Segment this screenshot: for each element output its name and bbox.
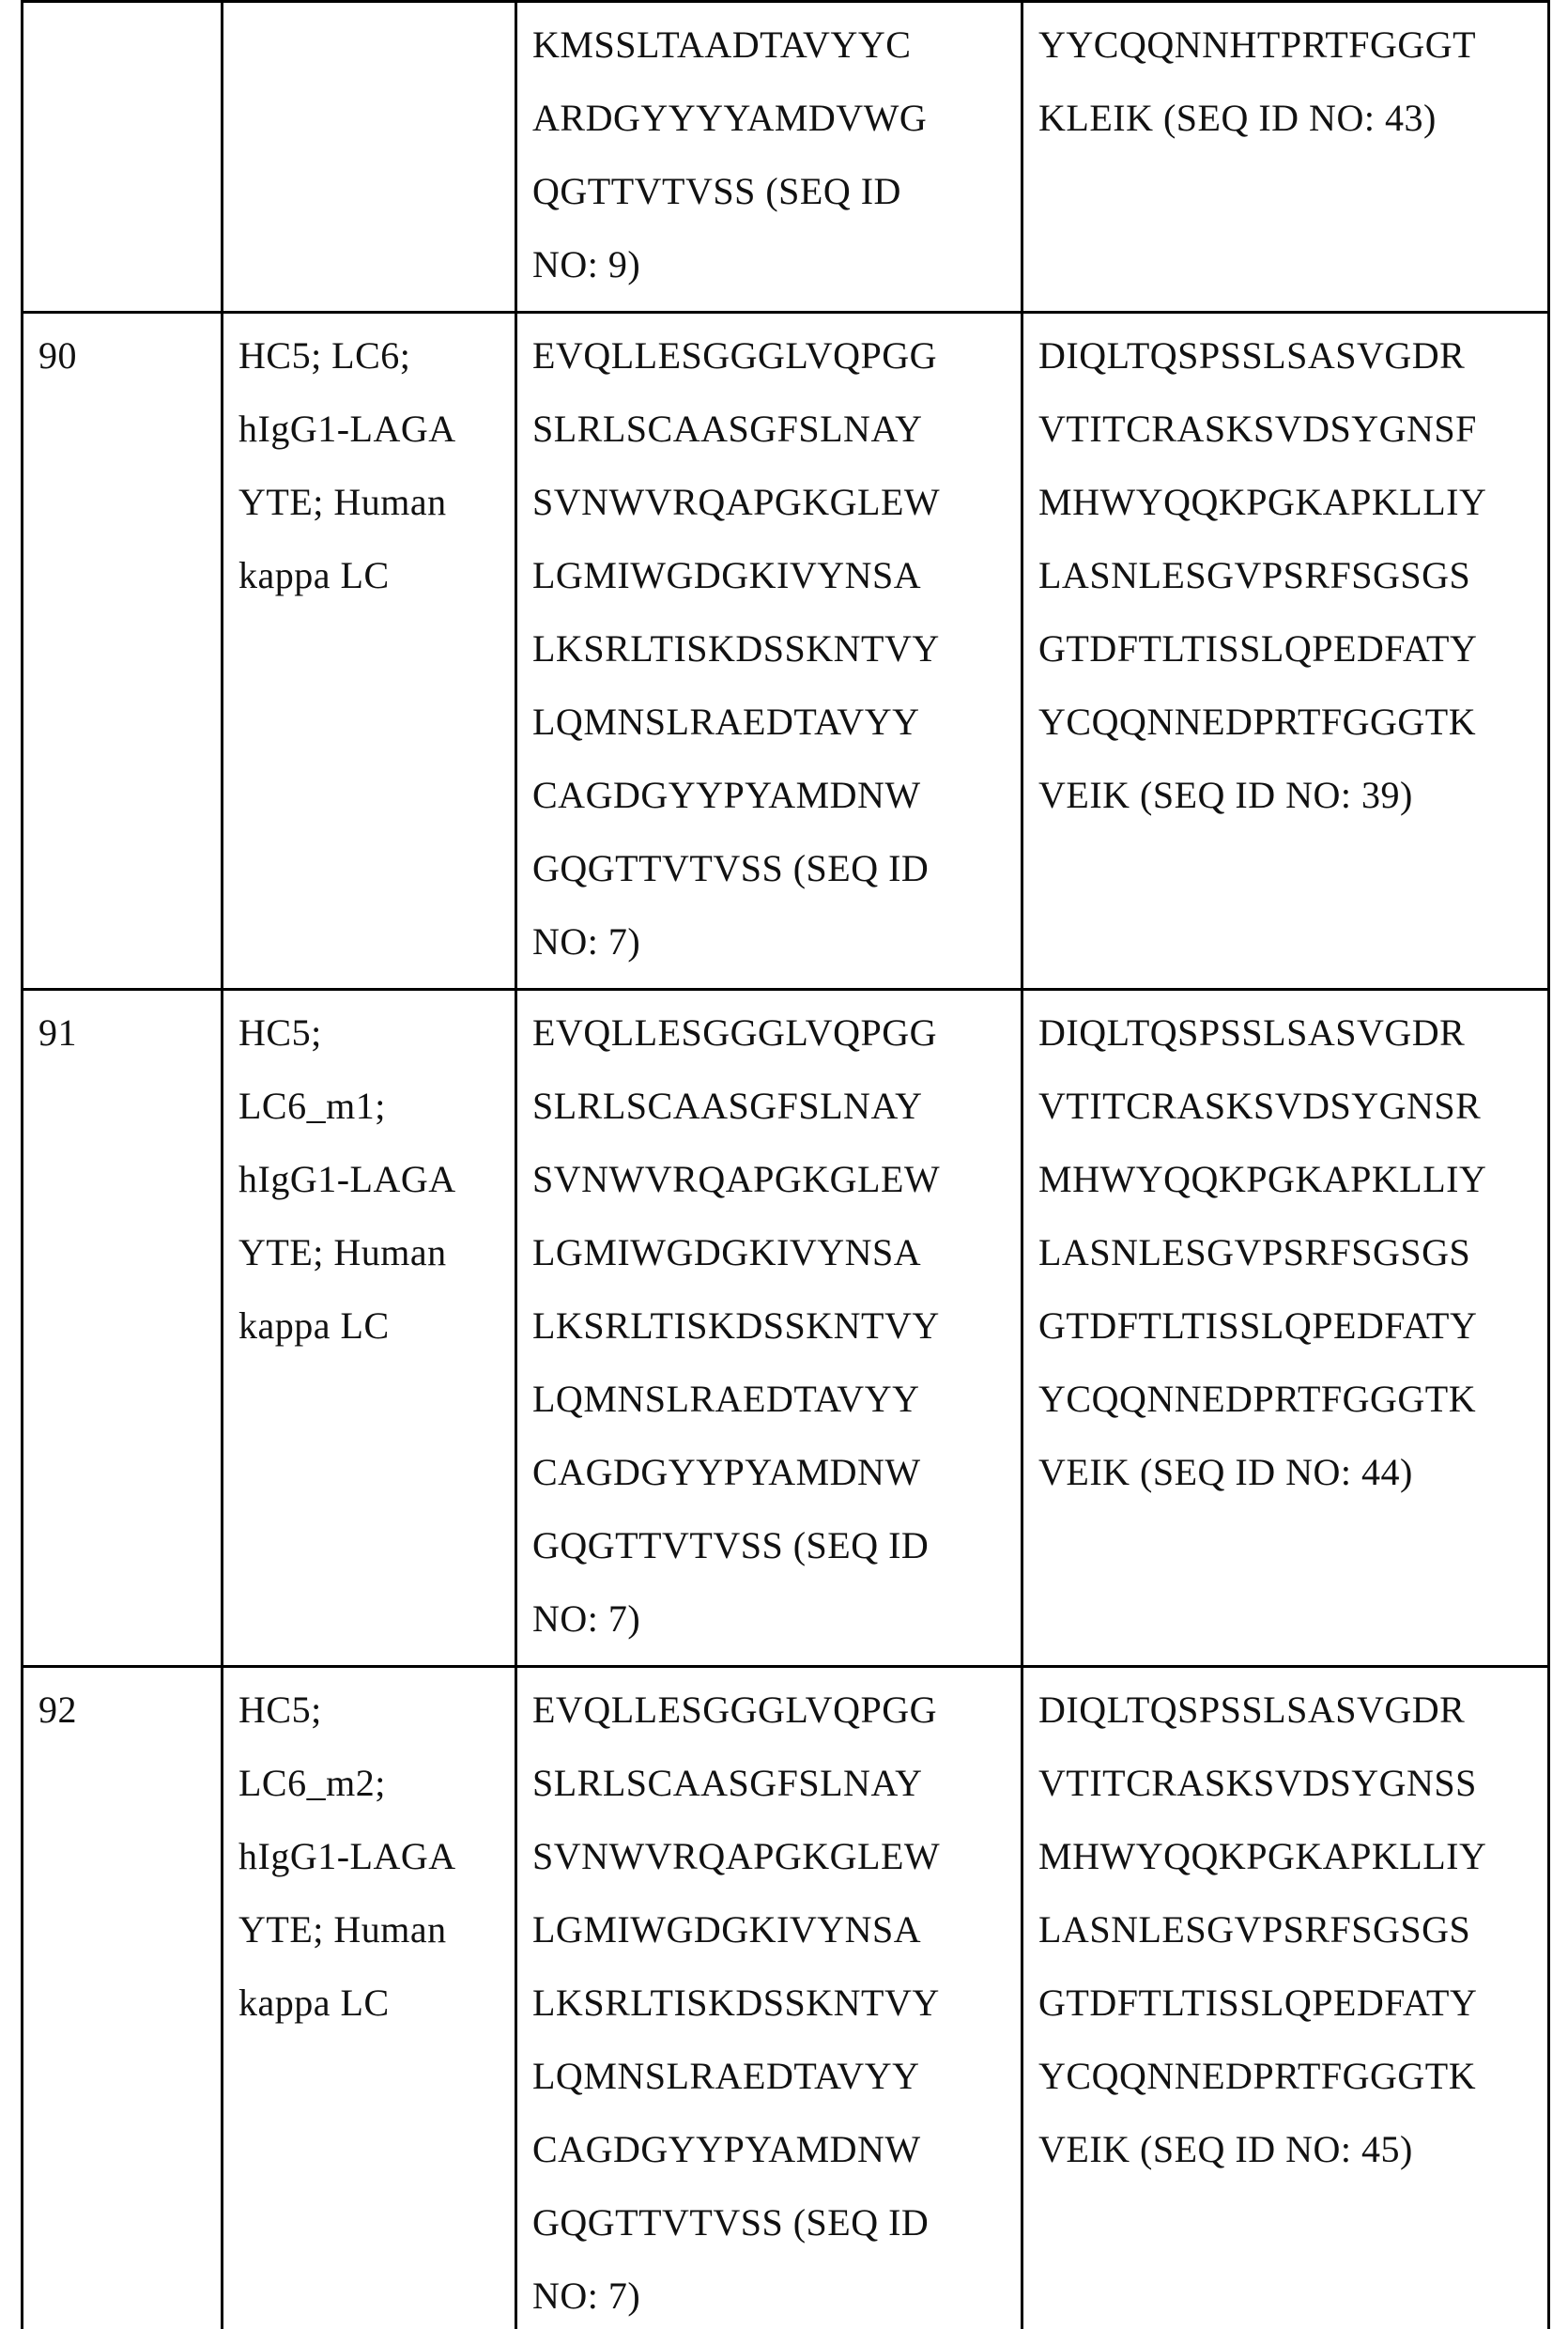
heavy-chain-sequence-cell: EVQLLESGGGLVQPGG SLRLSCAASGFSLNAY SVNWVRQAPGKGLEW LGMIWGDGKIVYNSA LKSRLTISKDSSKNTVY LQMNSLRAEDTAVYY CAGDGYYPYAMDNW GQGTTVTVSS (SEQ ID NO: 7) bbox=[516, 1667, 1022, 2329]
row-number-cell: 90 bbox=[23, 313, 223, 990]
row-number-cell: 92 bbox=[23, 1667, 223, 2329]
sequence-table bbox=[21, 0, 1550, 2329]
antibody-description-cell: HC5; LC6; hIgG1-LAGA YTE; Human kappa LC bbox=[223, 313, 516, 990]
heavy-chain-sequence-cell: EVQLLESGGGLVQPGG SLRLSCAASGFSLNAY SVNWVRQAPGKGLEW LGMIWGDGKIVYNSA LKSRLTISKDSSKNTVY LQMNSLRAEDTAVYY CAGDGYYPYAMDNW GQGTTVTVSS (SEQ ID NO: 7) bbox=[516, 313, 1022, 990]
antibody-description-cell bbox=[223, 2, 516, 313]
light-chain-sequence-cell: YYCQQNNHTPRTFGGGT KLEIK (SEQ ID NO: 43) bbox=[1022, 2, 1549, 313]
table-row bbox=[23, 1667, 1549, 2329]
light-chain-sequence-cell: DIQLTQSPSSLSASVGDR VTITCRASKSVDSYGNSF MHWYQQKPGKAPKLLIY LASNLESGVPSRFSGSGS GTDFTLTISSLQPEDFATY YCQQNNEDPRTFGGGTK VEIK (SEQ ID NO: 39) bbox=[1022, 313, 1549, 990]
row-number-cell: 91 bbox=[23, 990, 223, 1667]
table-row bbox=[23, 2, 1549, 313]
light-chain-sequence-cell: DIQLTQSPSSLSASVGDR VTITCRASKSVDSYGNSS MHWYQQKPGKAPKLLIY LASNLESGVPSRFSGSGS GTDFTLTISSLQPEDFATY YCQQNNEDPRTFGGGTK VEIK (SEQ ID NO: 45) bbox=[1022, 1667, 1549, 2329]
light-chain-sequence-cell: DIQLTQSPSSLSASVGDR VTITCRASKSVDSYGNSR MHWYQQKPGKAPKLLIY LASNLESGVPSRFSGSGS GTDFTLTISSLQPEDFATY YCQQNNEDPRTFGGGTK VEIK (SEQ ID NO: 44) bbox=[1022, 990, 1549, 1667]
heavy-chain-sequence-cell: KMSSLTAADTAVYYC ARDGYYYYAMDVWG QGTTVTVSS (SEQ ID NO: 9) bbox=[516, 2, 1022, 313]
table-row bbox=[23, 990, 1549, 1667]
antibody-description-cell: HC5; LC6_m1; hIgG1-LAGA YTE; Human kappa LC bbox=[223, 990, 516, 1667]
table-row bbox=[23, 313, 1549, 990]
antibody-description-cell: HC5; LC6_m2; hIgG1-LAGA YTE; Human kappa LC bbox=[223, 1667, 516, 2329]
heavy-chain-sequence-cell: EVQLLESGGGLVQPGG SLRLSCAASGFSLNAY SVNWVRQAPGKGLEW LGMIWGDGKIVYNSA LKSRLTISKDSSKNTVY LQMNSLRAEDTAVYY CAGDGYYPYAMDNW GQGTTVTVSS (SEQ ID NO: 7) bbox=[516, 990, 1022, 1667]
row-number-cell bbox=[23, 2, 223, 313]
